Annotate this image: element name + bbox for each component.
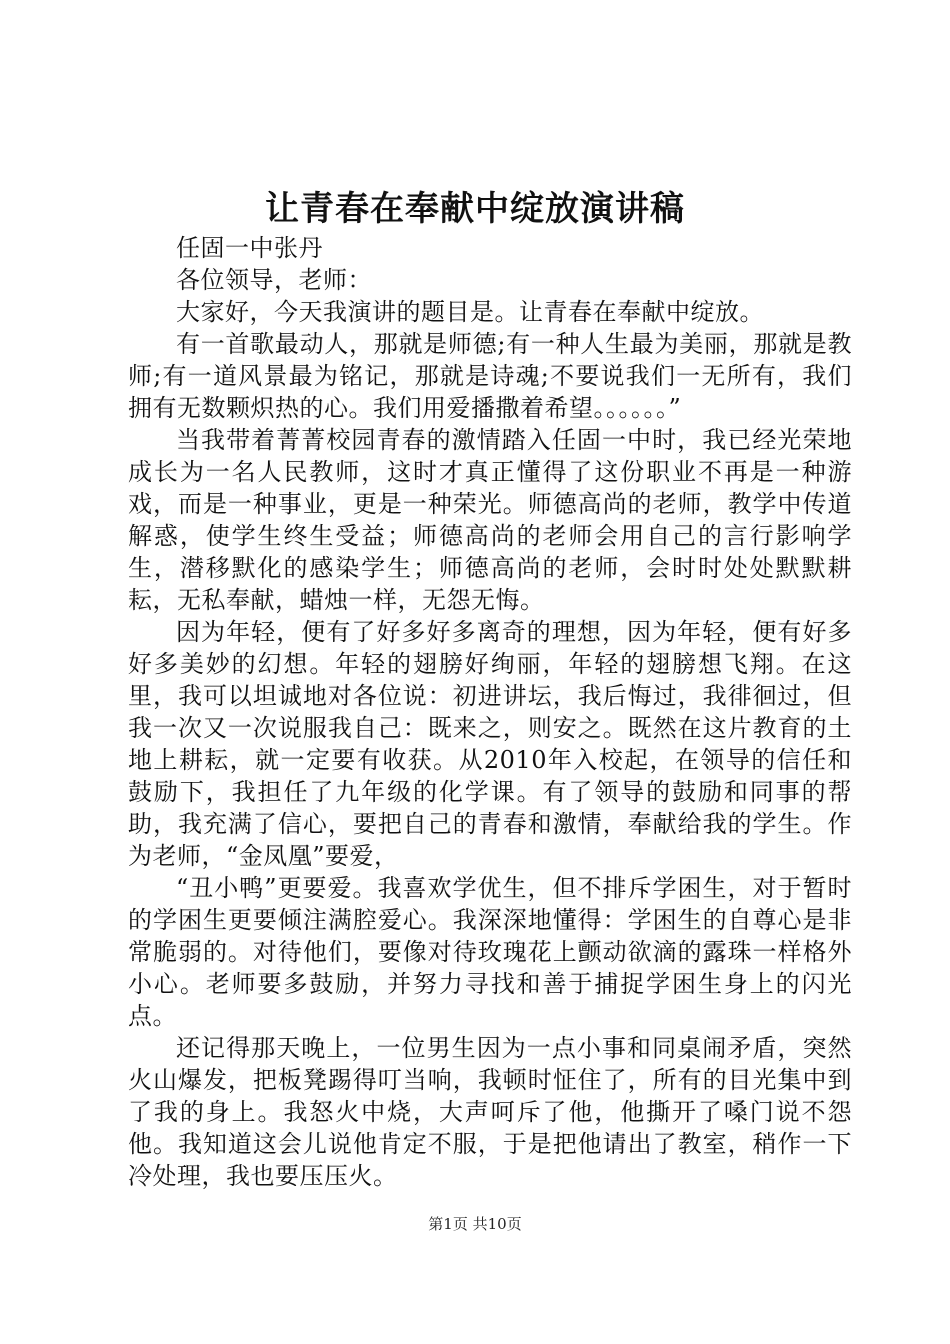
- body-paragraph: 当我带着菁菁校园青春的激情踏入任固一中时，我已经光荣地成长为一名人民教师，这时才真正懂得了这份职业不再是一种游戏，而是一种事业，更是一种荣光。师德高尚的老师，教学中传道解惑，使学生终生受益；师德高尚的老师会用自己的言行影响学生，潜移默化的感染学生；师德高尚的老师，会时时处处默默耕耘，无私奉献，蜡烛一样，无怨无悔。: [128, 426, 852, 614]
- salutation: 各位领导，老师：: [176, 266, 372, 294]
- author-line: 任固一中张丹: [176, 234, 323, 262]
- document-body: [128, 232, 852, 1192]
- page-number: 第1页: [428, 1215, 468, 1233]
- body-paragraph: 有一首歌最动人，那就是师德;有一种人生最为美丽，那就是教师;有一道风景最为铭记，那就是诗魂;不要说我们一无所有，我们拥有无数颗炽热的心。我们用爱播撒着希望。。。。。。”: [128, 330, 852, 422]
- body-paragraph: “丑小鸭”更要爱。我喜欢学优生，但不排斥学困生，对于暂时的学困生更要倾注满腔爱心。我深深地懂得：学困生的自尊心是非常脆弱的。对待他们，要像对待玫瑰花上颤动欲滴的露珠一样格外小心。老师要多鼓励，并努力寻找和善于捕捉学困生身上的闪光点。: [128, 874, 852, 1030]
- page-total: 共10页: [472, 1215, 522, 1233]
- document-title: 让青春在奉献中绽放演讲稿: [265, 189, 685, 229]
- body-paragraph: 大家好，今天我演讲的题目是。让青春在奉献中绽放。: [176, 298, 764, 326]
- body-paragraph: 还记得那天晚上，一位男生因为一点小事和同桌闹矛盾，突然火山爆发，把板凳踢得叮当响，我顿时怔住了，所有的目光集中到了我的身上。我怒火中烧，大声呵斥了他，他撕开了嗓门说不怨他。我知道这会儿说他肯定不服，于是把他请出了教室，稍作一下冷处理，我也要压压火。: [128, 1034, 852, 1190]
- body-paragraph: 因为年轻，便有了好多好多离奇的理想，因为年轻，便有好多好多美妙的幻想。年轻的翅膀好绚丽，年轻的翅膀想飞翔。在这里，我可以坦诚地对各位说：初进讲坛，我后悔过，我徘徊过，但我一次又一次说服我自己：既来之，则安之。既然在这片教育的土地上耕耘，就一定要有收获。从2010年入校起，在领导的信任和鼓励下，我担任了九年级的化学课。有了领导的鼓励和同事的帮助，我充满了信心，要把自己的青春和激情，奉献给我的学生。作为老师，“金凤凰”要爱，: [128, 618, 852, 870]
- page-footer: [0, 1214, 950, 1234]
